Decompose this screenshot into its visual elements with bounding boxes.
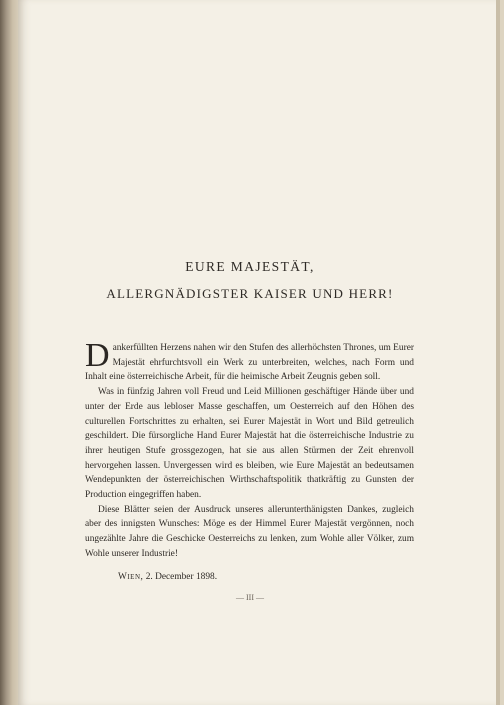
letter-body (85, 337, 414, 562)
paragraph-1 (85, 337, 414, 385)
drop-cap: D (85, 337, 110, 374)
page-number: — III — (236, 593, 264, 602)
paragraph-text: ankerfüllten Herzens nahen wir den Stufen des allerhöchsten Thrones, um Eurer Majestät ehrfurchtsvoll ein Werk zu unterbreiten, welches, nach Form und Inhalt eine österreichische Arbeit, für die heimische Arbeit Zeugnis geben soll. (85, 343, 414, 383)
paragraph-2: Was in fünfzig Jahren voll Freud und Leid Millionen geschäftiger Hände über und unter der Erde aus lebloser Masse geschaffen, um Oesterreich auf den Höhen des culturellen Fortschrittes zu erhalten, sei Eurer Majestät in Wort und Bild getreulich geschildert. Die fürsorgliche Hand Eurer Majestät hat die österreichische Industrie zu ihrer heutigen Stufe grossgezogen, hat sie aus allen Stürmen der Zeit ehrenvoll hervorgehen lassen. Unvergessen wird es bleiben, wie Eure Majestät an bedeutsamen Wendepunkten der österreichischen Wirthschaftspolitik thatkräftig zu Gunsten der Production eingegriffen haben. (85, 387, 414, 501)
heading-salutation: ALLERGNÄDIGSTER KAISER UND HERR! (106, 286, 394, 301)
paragraph-3: Diese Blätter seien der Ausdruck unseres allerunterthänigsten Dankes, zugleich aber des innigsten Wunsches: Möge es der Himmel Eurer Majestät vergönnen, noch ungezählte Jahre die Geschicke Oesterreichs zu lenken, zum Wohle aller Völker, zum Wohle unserer Industrie! (85, 504, 414, 559)
heading-majesty: EURE MAJESTÄT, (185, 259, 315, 274)
signoff (118, 572, 217, 582)
signoff-date: 2. December 1898. (145, 572, 218, 582)
signoff-place: Wien, (118, 572, 144, 582)
